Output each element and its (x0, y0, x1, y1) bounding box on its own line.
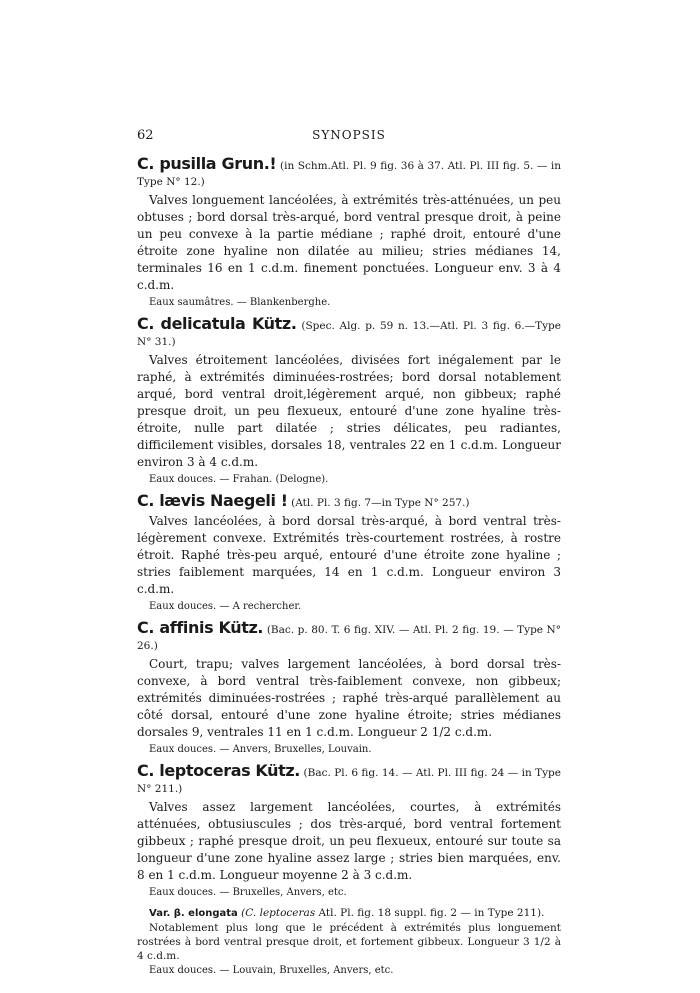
species-description: Valves étroitement lancéolées, divisées fort inégalement par le raphé, à extrémités diminuées-rostrées; bord dorsal notablement arqué, bord ventral droit,légèrement arqué, non gibbeux; raphé presque droit, un peu flexueux, entouré d'une zone hyaline très-étroite, nulle part dilatée ; stries délicates, peu radiantes, difficilement visibles, dorsales 18, ventrales 22 en 1 c.d.m. Longueur environ 3 à 4 c.d.m. (137, 353, 561, 469)
variety-locality: Eaux douces. — Louvain, Bruxelles, Anvers, etc. (149, 965, 394, 976)
species-name: C. delicatula Kütz. (137, 314, 297, 333)
species-name: C. lævis Naegeli ! (137, 491, 288, 510)
species-reference: (Bac. Pl. 6 fig. 14. — Atl. Pl. III fig. 24 — in Type N° 211.) (137, 767, 561, 795)
species-entry (137, 156, 561, 310)
species-reference: (Spec. Alg. p. 59 n. 13.—Atl. Pl. 3 fig. 6.—Type N° 31.) (137, 320, 561, 348)
species-entry (137, 316, 561, 487)
variety-reference: Atl. Pl. fig. 18 suppl. fig. 2 — in Type 211). (318, 907, 545, 919)
variety-entry (137, 906, 561, 978)
species-reference: (in Schm.Atl. Pl. 9 fig. 36 à 37. Atl. Pl. III fig. 5. — in Type N° 12.) (137, 160, 561, 188)
species-reference: (Atl. Pl. 3 fig. 7—in Type N° 257.) (291, 497, 470, 509)
species-entry (137, 763, 561, 900)
page-body (137, 156, 561, 978)
species-name: C. leptoceras Kütz. (137, 761, 300, 780)
variety-description: Notablement plus long que le précédent à extrémités plus longuement rostrées à bord ventral presque droit, et fortement gibbeux. Longueur 3 1/2 à 4 c.d.m. (137, 922, 561, 962)
page-number: 62 (137, 128, 154, 143)
species-locality: Eaux saumâtres. — Blankenberghe. (149, 297, 331, 308)
species-locality: Eaux douces. — A rechercher. (149, 601, 302, 612)
variety-reference-italic: (C. leptoceras (241, 907, 316, 919)
species-locality: Eaux douces. — Anvers, Bruxelles, Louvain. (149, 744, 372, 755)
running-title: SYNOPSIS (312, 128, 386, 142)
species-locality: Eaux douces. — Frahan. (Delogne). (149, 474, 329, 485)
species-locality: Eaux douces. — Bruxelles, Anvers, etc. (149, 887, 347, 898)
species-description: Valves lancéolées, à bord dorsal très-arqué, à bord ventral très-légèrement convexe. Extrémités très-courtement rostrées, à rostre étroit. Raphé très-peu arqué, entouré d'une étroite zone hyaline ; stries faiblement marquées, 14 en 1 c.d.m. Longueur environ 3 c.d.m. (137, 514, 561, 596)
species-name: C. affinis Kütz. (137, 618, 264, 637)
species-description: Valves longuement lancéolées, à extrémités très-atténuées, un peu obtuses ; bord dorsal très-arqué, bord ventral presque droit, à peine un peu convexe à la partie médiane ; raphé droit, entouré d'une étroite zone hyaline non dilatée au milieu; stries médianes 14, terminales 16 en 1 c.d.m. finement ponctuées. Longueur env. 3 à 4 c.d.m. (137, 193, 561, 292)
species-entry (137, 493, 561, 614)
species-reference: (Bac. p. 80. T. 6 fig. XIV. — Atl. Pl. 2 fig. 19. — Type N° 26.) (137, 624, 561, 652)
species-name: C. pusilla Grun.! (137, 154, 277, 173)
species-entry (137, 620, 561, 757)
species-description: Court, trapu; valves largement lancéolées, à bord dorsal très-convexe, à bord ventral très-faiblement convexe, non gibbeux; extrémités diminuées-rostrées ; raphé très-arqué parallèlement au côté dorsal, entouré d'une zone hyaline étroite; stries médianes dorsales 9, ventrales 11 en 1 c.d.m. Longueur 2 1/2 c.d.m. (137, 657, 561, 739)
page-header (137, 128, 561, 146)
variety-name: Var. β. elongata (149, 908, 238, 919)
species-description: Valves assez largement lancéolées, courtes, à extrémités atténuées, obtusiuscules ; dos très-arqué, bord ventral fortement gibbeux ; raphé presque droit, un peu flexueux, entouré sur toute sa longueur d'une zone hyaline assez large ; stries bien marquées, env. 8 en 1 c.d.m. Longueur moyenne 2 à 3 c.d.m. (137, 800, 561, 882)
